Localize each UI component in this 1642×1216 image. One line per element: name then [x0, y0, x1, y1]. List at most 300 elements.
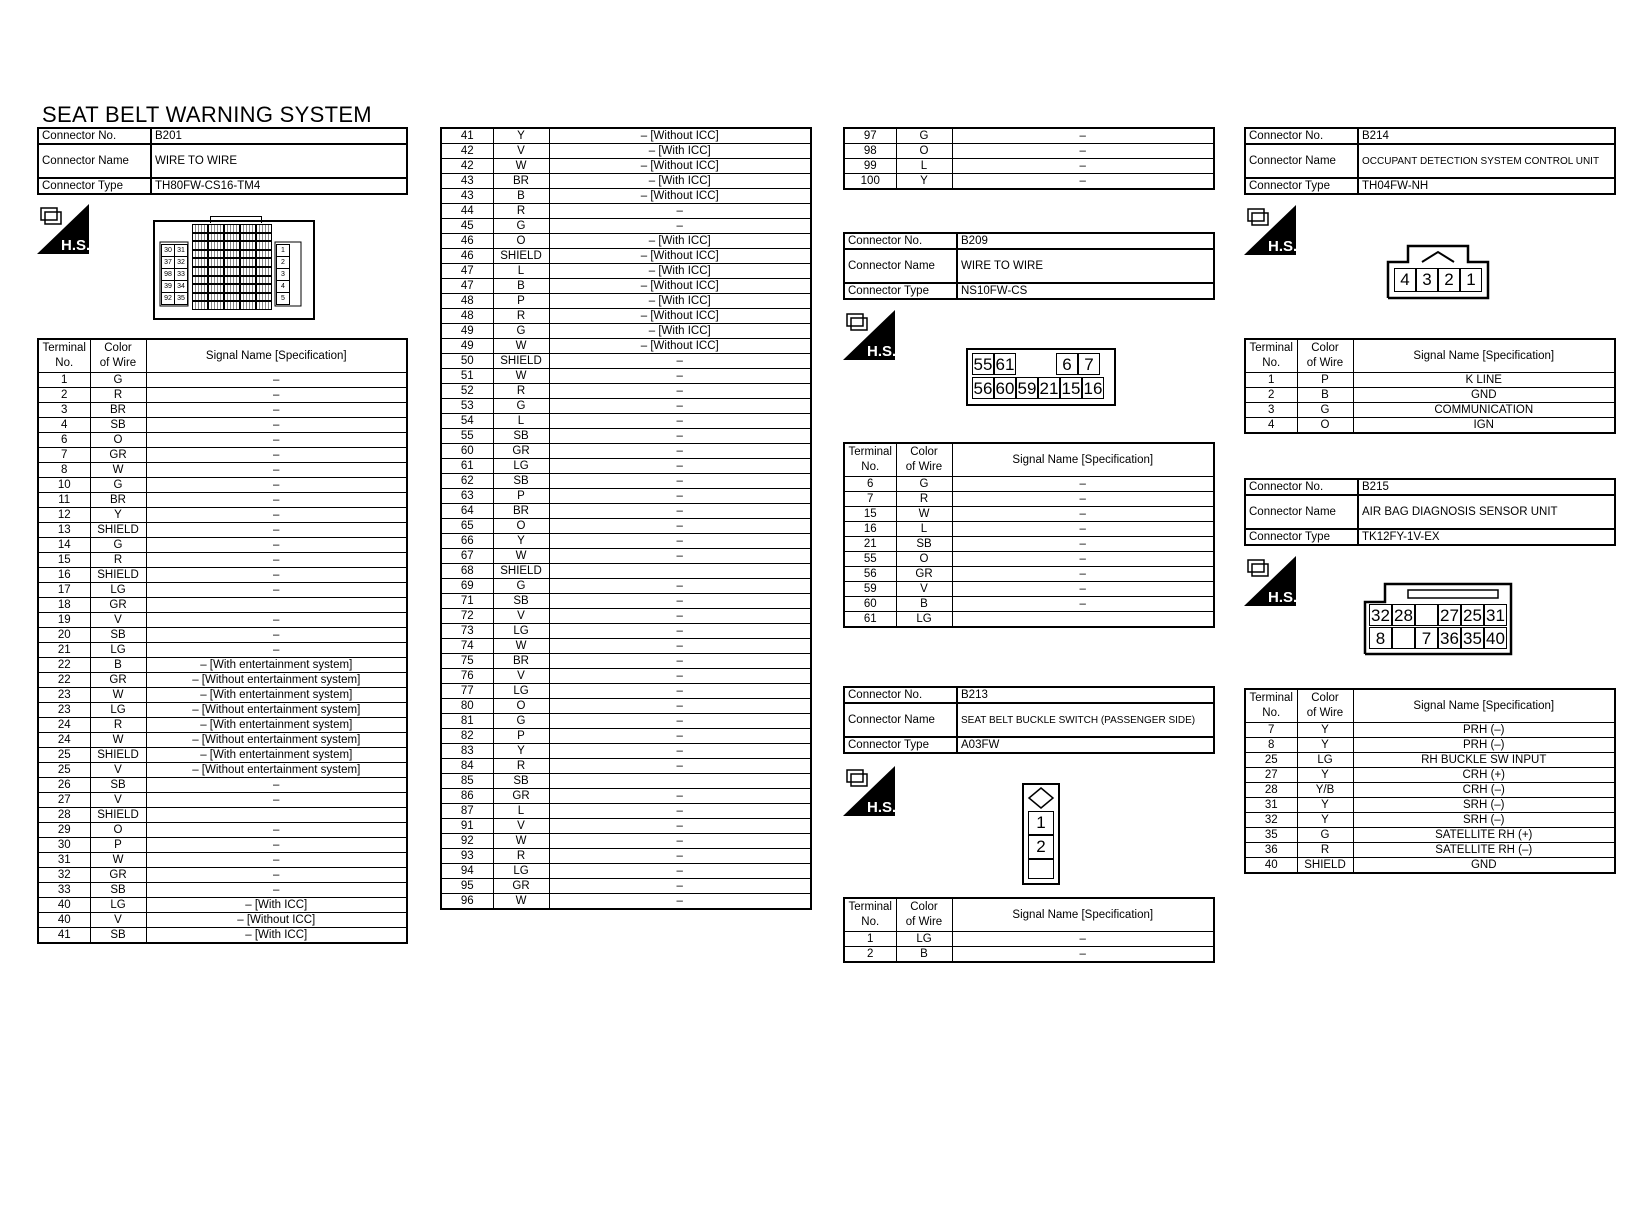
signal-name-cell: –	[549, 834, 811, 849]
b201-grid-cell	[192, 224, 208, 233]
table-row	[38, 463, 407, 478]
svg-text:H.S.: H.S.	[1268, 589, 1296, 606]
table-row	[1245, 843, 1615, 858]
signal-name-cell: –	[146, 628, 407, 643]
wire-color-cell: W	[90, 688, 146, 703]
b201-grid-cell	[240, 276, 256, 285]
b201-grid-cell	[192, 293, 208, 302]
terminal-no-cell: 21	[844, 537, 896, 552]
wire-color-cell: BR	[493, 174, 549, 189]
table-row	[441, 834, 811, 849]
connector-type-label: Connector Type	[1245, 529, 1358, 545]
terminal-no-cell: 55	[441, 429, 493, 444]
wire-color-cell: W	[493, 159, 549, 174]
b201-grid-cell	[192, 301, 208, 310]
signal-name-header: Signal Name [Specification]	[952, 898, 1214, 932]
terminal-no-cell: 42	[441, 144, 493, 159]
harness-side-icon	[37, 204, 87, 254]
table-row	[441, 504, 811, 519]
b201-grid-cell	[224, 241, 240, 250]
terminal-no-cell: 16	[38, 568, 90, 583]
table-row	[38, 673, 407, 688]
terminal-no-cell: 48	[441, 294, 493, 309]
svg-text:H.S.: H.S.	[867, 343, 895, 360]
terminal-no-cell: 100	[844, 174, 896, 190]
b201-grid-cell	[192, 267, 208, 276]
table-row	[38, 763, 407, 778]
table-row	[38, 373, 407, 388]
terminal-no-cell: 25	[1245, 753, 1297, 768]
b214-pin: 1	[1460, 268, 1482, 292]
wire-color-cell: Y	[493, 128, 549, 144]
wire-color-cell: W	[493, 894, 549, 910]
terminal-no-cell: 40	[38, 913, 90, 928]
b201-grid-cell	[256, 276, 272, 285]
signal-name-cell: – [With ICC]	[549, 234, 811, 249]
table-row	[441, 429, 811, 444]
svg-text:H.S.: H.S.	[1268, 238, 1296, 255]
signal-name-cell: –	[146, 463, 407, 478]
table-row	[441, 204, 811, 219]
terminal-no-cell: 23	[38, 688, 90, 703]
signal-name-cell: – [Without ICC]	[549, 249, 811, 264]
wire-color-cell: LG	[896, 612, 952, 628]
terminal-no-cell: 22	[38, 673, 90, 688]
table-row	[441, 249, 811, 264]
terminal-no-cell: 4	[38, 418, 90, 433]
table-row	[1245, 783, 1615, 798]
signal-name-cell: IGN	[1353, 418, 1615, 434]
table-row	[441, 804, 811, 819]
table-row	[441, 174, 811, 189]
terminal-no-cell: 63	[441, 489, 493, 504]
connector-name-label: Connector Name	[844, 703, 957, 737]
table-row	[38, 778, 407, 793]
wire-color-cell: LG	[493, 624, 549, 639]
terminal-no-cell: 28	[38, 808, 90, 823]
wire-color-cell: W	[493, 339, 549, 354]
table-row	[38, 403, 407, 418]
table-row	[38, 868, 407, 883]
terminal-no-cell: 52	[441, 384, 493, 399]
signal-name-cell: –	[146, 508, 407, 523]
signal-name-cell: – [Without ICC]	[549, 339, 811, 354]
b201-diagram-pin: 37	[161, 256, 175, 269]
signal-name-cell: –	[146, 868, 407, 883]
terminal-no-cell: 8	[1245, 738, 1297, 753]
signal-name-cell: – [With ICC]	[549, 144, 811, 159]
signal-name-cell: –	[549, 669, 811, 684]
signal-name-cell: –	[549, 429, 811, 444]
terminal-no-cell: 93	[441, 849, 493, 864]
b201-grid-cell	[208, 284, 224, 293]
wire-color-cell: GR	[896, 567, 952, 582]
connector-name-value: AIR BAG DIAGNOSIS SENSOR UNIT	[1358, 495, 1615, 529]
b201-grid-cell	[208, 293, 224, 302]
b201-grid-cell	[256, 267, 272, 276]
signal-name-cell: –	[549, 684, 811, 699]
terminal-no-cell: 10	[38, 478, 90, 493]
terminal-no-cell: 69	[441, 579, 493, 594]
signal-name-cell: PRH (–)	[1353, 723, 1615, 738]
b213-pin-2: 2	[1028, 835, 1054, 859]
signal-name-cell: –	[549, 729, 811, 744]
b201-grid-cell	[240, 224, 256, 233]
table-row	[1245, 723, 1615, 738]
b201-diagram-pin: 2	[276, 256, 290, 269]
table-row	[38, 883, 407, 898]
table-row	[441, 849, 811, 864]
connector-name-label: Connector Name	[1245, 144, 1358, 178]
wire-color-cell: SHIELD	[90, 523, 146, 538]
table-row	[38, 913, 407, 928]
signal-name-cell: –	[146, 478, 407, 493]
wire-color-cell: BR	[90, 403, 146, 418]
signal-name-cell: –	[952, 492, 1214, 507]
wire-color-cell: LG	[493, 459, 549, 474]
b213-pin-blank	[1028, 859, 1054, 879]
b201-grid-cell	[208, 301, 224, 310]
terminal-no-cell: 32	[1245, 813, 1297, 828]
wire-color-cell: G	[90, 373, 146, 388]
table-row	[844, 552, 1214, 567]
wire-color-cell: SB	[896, 537, 952, 552]
wire-color-cell: P	[493, 294, 549, 309]
signal-name-cell: –	[146, 853, 407, 868]
wire-color-cell: P	[1297, 373, 1353, 388]
signal-name-cell: –	[146, 403, 407, 418]
signal-name-cell: – [With entertainment system]	[146, 748, 407, 763]
connector-type-label: Connector Type	[1245, 178, 1358, 194]
b201-grid-cell	[208, 276, 224, 285]
table-row	[441, 324, 811, 339]
terminal-no-cell: 8	[38, 463, 90, 478]
wire-color-cell: R	[896, 492, 952, 507]
terminal-no-cell: 72	[441, 609, 493, 624]
b201-grid-cell	[224, 250, 240, 259]
connector-no-value: B215	[1358, 479, 1615, 495]
wire-color-cell: O	[493, 234, 549, 249]
table-row	[38, 583, 407, 598]
wire-color-cell: BR	[90, 493, 146, 508]
signal-name-cell: –	[146, 643, 407, 658]
signal-name-cell: PRH (–)	[1353, 738, 1615, 753]
table-row	[441, 234, 811, 249]
terminal-no-cell: 73	[441, 624, 493, 639]
signal-name-cell: –	[146, 793, 407, 808]
terminal-no-cell: 28	[1245, 783, 1297, 798]
connector-pin: 61	[995, 355, 1015, 374]
table-row	[844, 947, 1214, 963]
table-row	[38, 658, 407, 673]
wire-color-cell: BR	[493, 654, 549, 669]
wire-color-cell: SB	[493, 774, 549, 789]
table-row	[1245, 768, 1615, 783]
terminal-no-cell: 19	[38, 613, 90, 628]
table-row	[844, 537, 1214, 552]
signal-name-cell: –	[549, 204, 811, 219]
terminal-no-cell: 55	[844, 552, 896, 567]
wire-color-cell: R	[90, 388, 146, 403]
wire-color-cell: SB	[90, 883, 146, 898]
terminal-no-cell: 53	[441, 399, 493, 414]
terminal-no-cell: 6	[38, 433, 90, 448]
terminal-no-header: Terminal No.	[38, 339, 90, 373]
terminal-no-cell: 40	[1245, 858, 1297, 874]
signal-name-cell: –	[146, 538, 407, 553]
wire-color-cell: SB	[493, 429, 549, 444]
signal-name-cell: –	[146, 493, 407, 508]
b201-grid-cell	[224, 284, 240, 293]
signal-name-cell: –	[146, 568, 407, 583]
b201-connector-diagram	[153, 220, 315, 320]
b201-diagram-pin: 32	[174, 256, 188, 269]
table-row	[1245, 388, 1615, 403]
table-row	[441, 789, 811, 804]
wire-color-cell: R	[493, 849, 549, 864]
terminal-no-cell: 1	[38, 373, 90, 388]
terminal-no-cell: 12	[38, 508, 90, 523]
terminal-no-header: Terminal No.	[1245, 339, 1297, 373]
wire-color-cell: LG	[493, 864, 549, 879]
wire-color-cell: L	[896, 522, 952, 537]
signal-name-cell: SATELLITE RH (+)	[1353, 828, 1615, 843]
terminal-no-cell: 26	[38, 778, 90, 793]
table-row	[1245, 738, 1615, 753]
table-row	[441, 639, 811, 654]
connector-type-label: Connector Type	[844, 283, 957, 299]
b201-cont-pin-table	[440, 127, 812, 910]
b201-diagram-pin: 5	[276, 292, 290, 305]
wire-color-cell: V	[493, 819, 549, 834]
table-row	[441, 294, 811, 309]
connector-type-value: A03FW	[957, 737, 1214, 753]
terminal-no-cell: 20	[38, 628, 90, 643]
table-row	[38, 688, 407, 703]
terminal-no-cell: 15	[38, 553, 90, 568]
table-row	[441, 219, 811, 234]
b201-diagram-pin: 34	[174, 280, 188, 293]
signal-name-cell: SRH (–)	[1353, 798, 1615, 813]
terminal-no-cell: 91	[441, 819, 493, 834]
wire-color-cell: R	[493, 759, 549, 774]
terminal-no-cell: 36	[1245, 843, 1297, 858]
table-row	[38, 418, 407, 433]
table-row	[441, 654, 811, 669]
signal-name-cell: –	[952, 537, 1214, 552]
wire-color-cell: GR	[90, 868, 146, 883]
table-row	[38, 733, 407, 748]
table-row	[441, 279, 811, 294]
table-row	[844, 522, 1214, 537]
terminal-no-cell: 67	[441, 549, 493, 564]
signal-name-cell: –	[952, 144, 1214, 159]
table-row	[441, 609, 811, 624]
table-row	[38, 613, 407, 628]
b201-diagram-pin: 39	[161, 280, 175, 293]
b201-diagram-pin: 3	[276, 268, 290, 281]
signal-name-cell: –	[549, 519, 811, 534]
signal-name-cell: RH BUCKLE SW INPUT	[1353, 753, 1615, 768]
wire-color-cell: G	[90, 478, 146, 493]
signal-name-cell: –	[146, 613, 407, 628]
terminal-no-cell: 2	[844, 947, 896, 963]
terminal-no-cell: 2	[38, 388, 90, 403]
connector-type-label: Connector Type	[844, 737, 957, 753]
signal-name-cell: –	[952, 567, 1214, 582]
connector-pin: 31	[1484, 604, 1507, 626]
connector-pin: 27	[1438, 604, 1461, 626]
wire-color-cell: O	[1297, 418, 1353, 434]
b201-grid-cell	[192, 241, 208, 250]
terminal-no-cell: 43	[441, 189, 493, 204]
terminal-no-header: Terminal No.	[844, 898, 896, 932]
connector-pin: 21	[1039, 379, 1059, 398]
signal-name-cell: – [With entertainment system]	[146, 718, 407, 733]
wire-color-cell: R	[90, 553, 146, 568]
signal-name-cell: – [With ICC]	[146, 898, 407, 913]
b201-diagram-pin: 4	[276, 280, 290, 293]
wire-color-cell: V	[90, 793, 146, 808]
b214-pin-table	[1244, 338, 1616, 434]
signal-name-cell: –	[549, 699, 811, 714]
signal-name-cell: CRH (+)	[1353, 768, 1615, 783]
b214-pin: 2	[1438, 268, 1460, 292]
terminal-no-cell: 87	[441, 804, 493, 819]
wire-color-cell: B	[896, 947, 952, 963]
table-row	[38, 703, 407, 718]
terminal-no-header: Terminal No.	[844, 443, 896, 477]
signal-name-cell: –	[549, 864, 811, 879]
table-row	[844, 612, 1214, 628]
wire-color-cell: P	[90, 838, 146, 853]
terminal-no-cell: 61	[441, 459, 493, 474]
table-row	[441, 594, 811, 609]
table-row	[38, 538, 407, 553]
wire-color-cell: GR	[493, 789, 549, 804]
wire-color-cell: W	[90, 733, 146, 748]
wire-color-cell: LG	[493, 684, 549, 699]
terminal-no-cell: 95	[441, 879, 493, 894]
wire-color-cell: W	[493, 834, 549, 849]
signal-name-cell: –	[146, 388, 407, 403]
connector-no-label: Connector No.	[38, 128, 151, 144]
wire-color-cell: B	[493, 279, 549, 294]
wire-color-cell: O	[896, 144, 952, 159]
terminal-no-cell: 68	[441, 564, 493, 579]
b201-grid-cell	[240, 267, 256, 276]
table-row	[441, 774, 811, 789]
b201-grid-cell	[256, 224, 272, 233]
b201-grid-cell	[240, 250, 256, 259]
b214-pin: 4	[1394, 268, 1416, 292]
table-row	[38, 838, 407, 853]
table-row	[844, 932, 1214, 947]
terminal-no-cell: 46	[441, 234, 493, 249]
wire-color-cell: O	[90, 433, 146, 448]
b201-grid-cell	[240, 293, 256, 302]
table-row	[38, 523, 407, 538]
table-row	[38, 808, 407, 823]
table-row	[441, 309, 811, 324]
connector-pin: 8	[1369, 627, 1392, 649]
signal-name-cell: –	[549, 804, 811, 819]
terminal-no-cell: 43	[441, 174, 493, 189]
signal-name-header: Signal Name [Specification]	[1353, 689, 1615, 723]
b215-connector-diagram	[1363, 582, 1513, 656]
terminal-no-header: Terminal No.	[1245, 689, 1297, 723]
terminal-no-cell: 56	[844, 567, 896, 582]
signal-name-cell	[549, 564, 811, 579]
terminal-no-cell: 41	[441, 128, 493, 144]
wire-color-cell: V	[90, 613, 146, 628]
wire-color-cell: W	[493, 639, 549, 654]
terminal-no-cell: 45	[441, 219, 493, 234]
table-row	[441, 189, 811, 204]
terminal-no-cell: 18	[38, 598, 90, 613]
color-of-wire-header: Color of Wire	[1297, 689, 1353, 723]
connector-pin: 15	[1061, 379, 1081, 398]
table-row	[441, 729, 811, 744]
terminal-no-cell: 94	[441, 864, 493, 879]
b201-info	[37, 127, 408, 195]
terminal-no-cell: 48	[441, 309, 493, 324]
wire-color-cell: SHIELD	[1297, 858, 1353, 874]
table-row	[844, 128, 1214, 144]
b213-pin-1: 1	[1028, 811, 1054, 835]
wire-color-cell: LG	[90, 583, 146, 598]
wire-color-cell: SB	[90, 778, 146, 793]
wire-color-cell: L	[493, 414, 549, 429]
table-row	[441, 144, 811, 159]
signal-name-cell: –	[146, 823, 407, 838]
wire-color-cell: V	[896, 582, 952, 597]
table-row	[844, 144, 1214, 159]
table-row	[441, 159, 811, 174]
terminal-no-cell: 82	[441, 729, 493, 744]
signal-name-cell: – [With ICC]	[549, 294, 811, 309]
connector-pin: 7	[1415, 627, 1438, 649]
wire-color-cell: B	[1297, 388, 1353, 403]
b201-grid-cell	[192, 233, 208, 242]
wire-color-cell: LG	[90, 703, 146, 718]
connector-pin: 6	[1056, 353, 1078, 375]
table-row	[38, 568, 407, 583]
table-row	[441, 384, 811, 399]
table-row	[844, 582, 1214, 597]
signal-name-cell: –	[549, 849, 811, 864]
terminal-no-cell: 60	[441, 444, 493, 459]
table-row	[441, 579, 811, 594]
svg-text:H.S.: H.S.	[867, 799, 895, 816]
b201-grid-cell	[224, 293, 240, 302]
terminal-no-cell: 31	[1245, 798, 1297, 813]
table-row	[38, 853, 407, 868]
table-row	[441, 624, 811, 639]
connector-type-value: TH80FW-CS16-TM4	[151, 178, 407, 194]
signal-name-cell: –	[549, 744, 811, 759]
b201-diagram-pin: 92	[161, 292, 175, 305]
terminal-no-cell: 14	[38, 538, 90, 553]
connector-type-value: TK12FY-1V-EX	[1358, 529, 1615, 545]
wire-color-cell: SHIELD	[493, 564, 549, 579]
connector-pin: 25	[1461, 604, 1484, 626]
b213-info	[843, 686, 1215, 754]
signal-name-cell: –	[146, 448, 407, 463]
connector-type-label: Connector Type	[38, 178, 151, 194]
terminal-no-cell: 49	[441, 324, 493, 339]
wire-color-cell: Y	[1297, 798, 1353, 813]
